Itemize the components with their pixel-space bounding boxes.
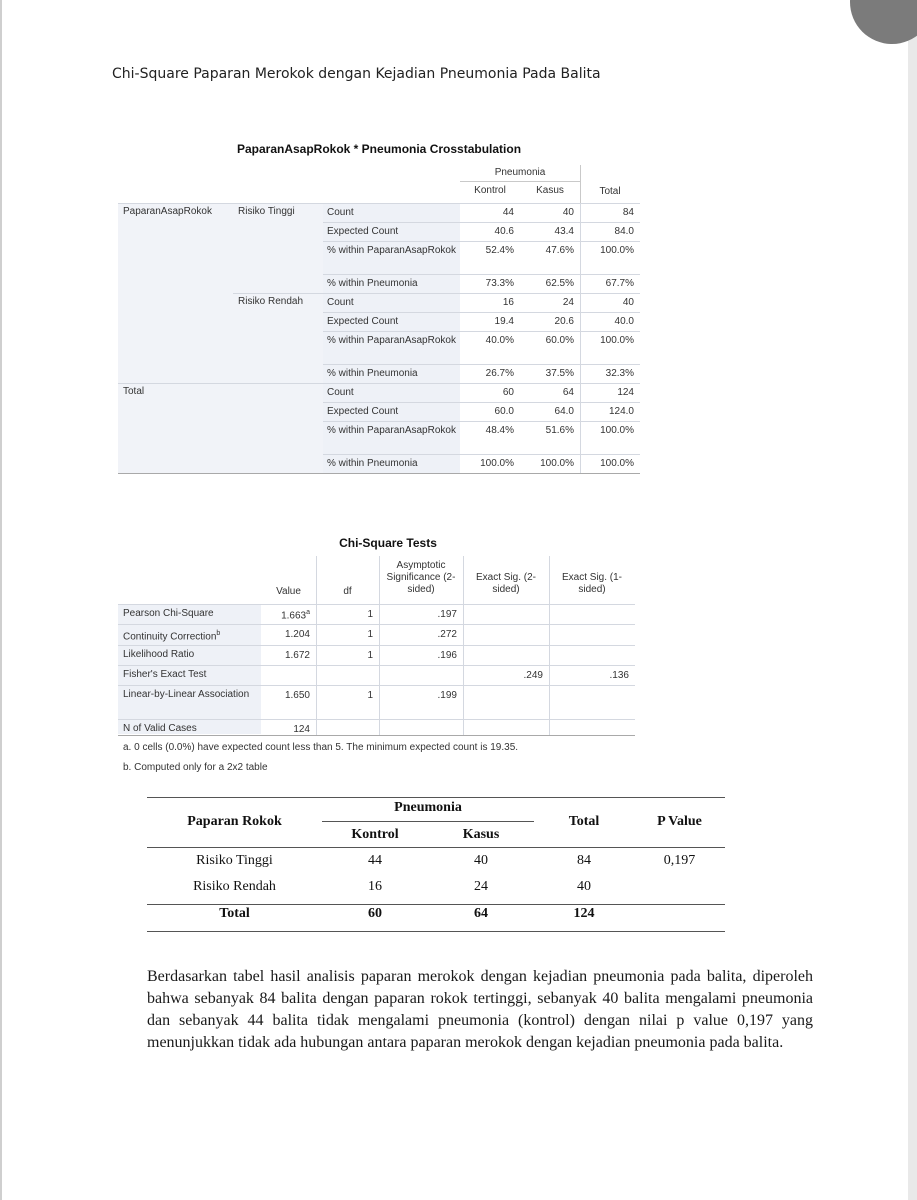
chisquare-cell: [549, 685, 635, 719]
crosstab-cell: 44: [460, 203, 520, 222]
summary-header-total: Total: [568, 814, 600, 829]
chisquare-cell: [463, 719, 549, 735]
crosstab-cell: 84: [580, 203, 640, 222]
crosstab-cell: 100.0%: [580, 454, 640, 473]
summary-total-total: 124: [573, 906, 595, 921]
chisquare-cell: [316, 624, 379, 645]
crosstab-row-label: Expected Count: [323, 222, 460, 241]
summary-row1-total: 84: [577, 853, 591, 868]
summary-row2-label: Risiko Rendah: [193, 879, 276, 894]
chisquare-row-separator: [118, 624, 261, 625]
chisquare-cell-value: 1: [367, 609, 373, 620]
crosstab-cell: 67.7%: [580, 274, 640, 293]
crosstab-cell: 26.7%: [460, 364, 520, 383]
chisquare-row-label: [123, 669, 259, 681]
crosstab-block-separator: [118, 383, 323, 384]
crosstab-row-label: % within Pneumonia: [323, 274, 460, 293]
crosstab-cell: 43.4: [520, 222, 580, 241]
chisquare-footnote-marker: a: [306, 609, 310, 616]
chisquare-cell: [463, 665, 549, 685]
crosstab-cell: 100.0%: [520, 454, 580, 473]
crosstab-row: [118, 312, 640, 331]
crosstab-cell: 24: [520, 293, 580, 312]
summary-row2-kasus: 24: [474, 879, 488, 894]
crosstab-row: [118, 241, 640, 274]
summary-row2-total: 40: [577, 879, 591, 894]
crosstab-row-label: % within PaparanAsapRokok: [323, 241, 460, 274]
chisquare-cell: [261, 604, 316, 624]
crosstab-cell: 60.0: [460, 402, 520, 421]
crosstab-col-total: Total: [599, 186, 621, 197]
chisquare-col-header: Exact Sig. (1-sided): [561, 572, 623, 595]
chisquare-col-header: Asymptotic Significance (2-sided): [386, 560, 456, 595]
crosstab-cell: 100.0%: [580, 331, 640, 364]
crosstab-cell: 37.5%: [520, 364, 580, 383]
chisquare-cell: [316, 685, 379, 719]
summary-total-kasus: 64: [474, 906, 488, 921]
chisquare-cell: [316, 645, 379, 665]
crosstab-cell: 62.5%: [520, 274, 580, 293]
crosstab-row-label: % within Pneumonia: [323, 364, 460, 383]
summary-group-rule: [322, 821, 534, 822]
chisquare-cell: [261, 665, 316, 685]
crosstab-cell: 40.0%: [460, 331, 520, 364]
chisquare-cell: [316, 604, 379, 624]
crosstab-cell: 100.0%: [460, 454, 520, 473]
chisquare-cell: [463, 685, 549, 719]
crosstab-block-separator: [233, 293, 323, 294]
crosstab-group-label: Risiko Tinggi: [238, 206, 295, 217]
chisquare-title: Chi-Square Tests: [339, 536, 437, 550]
chisquare-header-divider: [549, 556, 550, 604]
chisquare-col-header: Exact Sig. (2-sided): [475, 572, 537, 595]
chisquare-cell: [463, 624, 549, 645]
crosstab-row: [118, 274, 640, 293]
crosstab-row: [118, 364, 640, 383]
crosstab-header-divider: [580, 165, 581, 203]
crosstab-row-label: % within PaparanAsapRokok: [323, 421, 460, 454]
crosstab-group-header: Pneumonia: [494, 167, 546, 178]
crosstab-cell: 124.0: [580, 402, 640, 421]
chisquare-cell: [261, 685, 316, 719]
chisquare-cell: [261, 624, 316, 645]
crosstab-cell: 47.6%: [520, 241, 580, 274]
crosstab-row-label: Expected Count: [323, 312, 460, 331]
crosstab-cell: 40.0: [580, 312, 640, 331]
summary-row1-pvalue: 0,197: [663, 853, 696, 868]
chisquare-cell-value: .196: [437, 650, 457, 661]
crosstab-bottom-border: [118, 473, 640, 474]
chisquare-cell: [261, 719, 316, 735]
summary-row1-label: Risiko Tinggi: [196, 853, 273, 868]
chisquare-row-label-text: Fisher's Exact Test: [123, 669, 207, 680]
chisquare-row-label-text: Continuity Correction: [123, 631, 217, 643]
crosstab-cell: 20.6: [520, 312, 580, 331]
conclusion-paragraph: Berdasarkan tabel hasil analisis paparan merokok dengan kejadian pneumonia pada balita, diperoleh bahwa sebanyak 84 balita dengan paparan rokok tertinggi, sebanyak 40 balita mengalami pneumonia dan sebanyak 44 balita tidak mengalami pneumonia (kontrol) dengan nilai p value 0,197 yang menunjukkan tidak ada hubungan antara paparan merokok dengan kejadian pneumonia pada balita.: [147, 968, 813, 1051]
crosstab-cell: 32.3%: [580, 364, 640, 383]
crosstab-row-label: Expected Count: [323, 402, 460, 421]
chisquare-row-separator: [118, 685, 261, 686]
chisquare-cell-value: .197: [437, 609, 457, 620]
chisquare-cell-value: 124: [293, 724, 310, 735]
chisquare-cell-value: 1.672: [284, 650, 310, 661]
summary-total-label: Total: [219, 906, 250, 921]
chisquare-row-label: [123, 689, 259, 701]
crosstab-row-variable: PaparanAsapRokok: [123, 206, 212, 217]
chisquare-cell-value: .199: [437, 690, 457, 701]
crosstab-row: [118, 421, 640, 454]
crosstab-row-label: % within Pneumonia: [323, 454, 460, 473]
crosstab-cell: 84.0: [580, 222, 640, 241]
crosstab-group-label: Risiko Rendah: [238, 296, 304, 307]
chisquare-footnote-marker: b: [216, 630, 221, 637]
chisquare-cell: [463, 604, 549, 624]
chisquare-cell: [379, 645, 463, 665]
summary-header-exposure: Paparan Rokok: [187, 814, 282, 829]
chisquare-cell-value: .249: [523, 670, 543, 681]
crosstab-block-separator: [118, 203, 323, 204]
crosstab-cell: 40: [520, 203, 580, 222]
crosstab-cell: 100.0%: [580, 421, 640, 454]
crosstab-cell: 64: [520, 383, 580, 402]
crosstab-total-label: Total: [123, 386, 145, 397]
chisquare-cell-value: 1.663: [281, 610, 307, 622]
chisquare-row-label-text: N of Valid Cases: [123, 723, 197, 734]
crosstab-col-kontrol: Kontrol: [474, 185, 506, 196]
chisquare-cell-value: .272: [437, 629, 457, 640]
chisquare-col-header: Value: [276, 586, 301, 597]
crosstab-row: [118, 454, 640, 473]
crosstab-cell: 16: [460, 293, 520, 312]
chisquare-row-label-text: Likelihood Ratio: [123, 649, 195, 660]
summary-header-pvalue: P Value: [657, 814, 702, 829]
chisquare-cell: [549, 645, 635, 665]
corner-button[interactable]: [850, 0, 917, 44]
summary-header-rule: [147, 847, 725, 848]
chisquare-row-label: [123, 608, 259, 620]
crosstab-row: [118, 331, 640, 364]
chisquare-header-divider: [316, 556, 317, 604]
chisquare-cell: [463, 645, 549, 665]
crosstab-title: PaparanAsapRokok * Pneumonia Crosstabulation: [236, 142, 522, 156]
summary-total-kontrol: 60: [368, 906, 382, 921]
chisquare-cell: [549, 719, 635, 735]
crosstab-cell: 19.4: [460, 312, 520, 331]
crosstab-cell: 52.4%: [460, 241, 520, 274]
crosstab-row-label: Count: [323, 203, 460, 222]
summary-top-rule: [147, 797, 725, 798]
chisquare-cell-value: 1.650: [284, 690, 310, 701]
crosstab-cell: 40: [580, 293, 640, 312]
chisquare-row-separator: [118, 604, 261, 605]
chisquare-cell-value: 1: [367, 629, 373, 640]
chisquare-cell: [549, 665, 635, 685]
chisquare-cell: [379, 665, 463, 685]
crosstab-cell: 60.0%: [520, 331, 580, 364]
crosstab-row: [118, 402, 640, 421]
crosstab-cell: 124: [580, 383, 640, 402]
chisquare-footnote-a: a. 0 cells (0.0%) have expected count less than 5. The minimum expected count is 19.35.: [123, 742, 519, 753]
crosstab-cell: 51.6%: [520, 421, 580, 454]
chisquare-cell-value: 1: [367, 690, 373, 701]
chisquare-cell-value: 1: [367, 650, 373, 661]
crosstab-group-underline: [460, 181, 580, 182]
chisquare-row-separator: [118, 645, 261, 646]
summary-row1-kasus: 40: [474, 853, 488, 868]
chisquare-row-label-text: Linear-by-Linear Association: [123, 689, 250, 700]
crosstab-cell: 64.0: [520, 402, 580, 421]
crosstab-cell: 40.6: [460, 222, 520, 241]
crosstab-row-label: Count: [323, 293, 460, 312]
chisquare-cell-value: .136: [609, 670, 629, 681]
crosstab-row: [118, 383, 640, 402]
chisquare-cell: [549, 624, 635, 645]
chisquare-cell: [379, 604, 463, 624]
chisquare-row-label: [123, 649, 259, 661]
chisquare-row-separator: [118, 719, 261, 720]
chisquare-row-label: [123, 628, 259, 643]
crosstab-cell: 100.0%: [580, 241, 640, 274]
chisquare-cell: [316, 719, 379, 735]
chisquare-bottom-border: [118, 735, 635, 736]
chisquare-cell: [316, 665, 379, 685]
chisquare-row-label-text: Pearson Chi-Square: [123, 608, 214, 619]
crosstab-cell: 48.4%: [460, 421, 520, 454]
chisquare-cell: [549, 604, 635, 624]
summary-header-kasus: Kasus: [462, 827, 500, 842]
chisquare-cell: [379, 719, 463, 735]
chisquare-col-header: df: [343, 586, 352, 597]
crosstab-row: [118, 293, 640, 312]
chisquare-row-label: [123, 723, 259, 735]
chisquare-cell: [379, 624, 463, 645]
summary-header-pneumonia: Pneumonia: [394, 800, 462, 815]
crosstab-row-label: Count: [323, 383, 460, 402]
crosstab-row: [118, 222, 640, 241]
crosstab-col-kasus: Kasus: [536, 185, 564, 196]
chisquare-cell: [379, 685, 463, 719]
crosstab-cell: 73.3%: [460, 274, 520, 293]
summary-row2-kontrol: 16: [368, 879, 382, 894]
crosstab-cell: 60: [460, 383, 520, 402]
crosstab-row-label: % within PaparanAsapRokok: [323, 331, 460, 364]
summary-header-kontrol: Kontrol: [351, 827, 399, 842]
summary-total-rule: [147, 904, 725, 905]
chisquare-row-separator: [118, 665, 261, 666]
summary-row1-kontrol: 44: [368, 853, 382, 868]
summary-bottom-rule: [147, 931, 725, 932]
chisquare-header-divider: [463, 556, 464, 604]
chisquare-header-divider: [379, 556, 380, 604]
chisquare-footnote-b: b. Computed only for a 2x2 table: [123, 762, 268, 773]
document-heading: Chi-Square Paparan Merokok dengan Kejadian Pneumonia Pada Balita: [112, 66, 601, 82]
chisquare-cell-value: 1.204: [284, 629, 310, 640]
chisquare-cell: [261, 645, 316, 665]
